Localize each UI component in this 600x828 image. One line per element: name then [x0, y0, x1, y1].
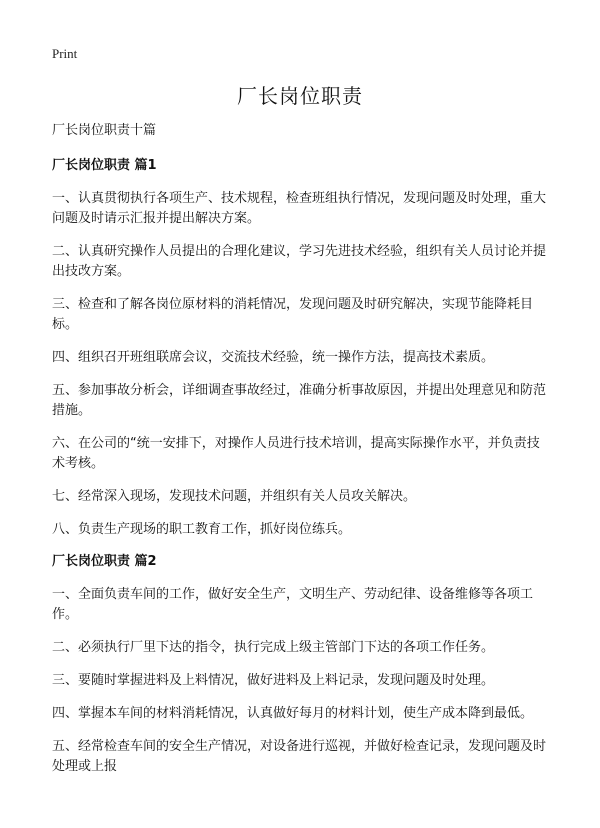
- paragraph: 一、全面负责车间的工作，做好安全生产，文明生产、劳动纪律、设备维修等各项工作。: [52, 587, 534, 622]
- document-body: [52, 122, 552, 790]
- paragraph: 五、经常检查车间的安全生产情况，对设备进行巡视，并做好检查记录，发现问题及时处理或上报: [52, 739, 547, 774]
- paragraph: 四、掌握本车间的材料消耗情况，认真做好每月的材料计划，使生产成本降到最低。: [52, 706, 534, 721]
- section-heading: 厂长岗位职责 篇2: [52, 554, 157, 569]
- paragraph: 二、必须执行厂里下达的指令，执行完成上级主管部门下达的各项工作任务。: [52, 640, 495, 655]
- paragraph: 四、组织召开班组联席会议，交流技术经验，统一操作方法，提高技术素质。: [52, 350, 495, 365]
- paragraph: 八、负责生产现场的职工教育工作，抓好岗位练兵。: [52, 522, 352, 537]
- document-title: 厂长岗位职责: [237, 84, 363, 108]
- paragraph: 一、认真贯彻执行各项生产、技术规程，检查班组执行情况，发现问题及时处理，重大问题及时请示汇报并提出解决方案。: [52, 191, 547, 226]
- section-heading: 厂长岗位职责 篇1: [52, 158, 157, 173]
- print-label: Print: [52, 46, 78, 61]
- paragraph: 七、经常深入现场，发现技术问题，并组织有关人员攻关解决。: [52, 489, 417, 504]
- section-1: [52, 157, 552, 540]
- paragraph: 五、参加事故分析会，详细调查事故经过，准确分析事故原因，并提出处理意见和防范措施。: [52, 383, 547, 418]
- paragraph: 二、认真研究操作人员提出的合理化建议，学习先进技术经验，组织有关人员讨论并提出技改方案。: [52, 244, 547, 279]
- paragraph: 三、要随时掌握进料及上料情况，做好进料及上料记录，发现问题及时处理。: [52, 673, 495, 688]
- paragraph: 三、检查和了解各岗位原材料的消耗情况，发现问题及时研究解决，实现节能降耗目标。: [52, 297, 534, 332]
- paragraph: 六、在公司的“统一安排下，对操作人员进行技术培训，提高实际操作水平，并负责技术考核。: [52, 436, 540, 471]
- section-2: [52, 553, 552, 777]
- document-subtitle: 厂长岗位职责十篇: [52, 123, 157, 138]
